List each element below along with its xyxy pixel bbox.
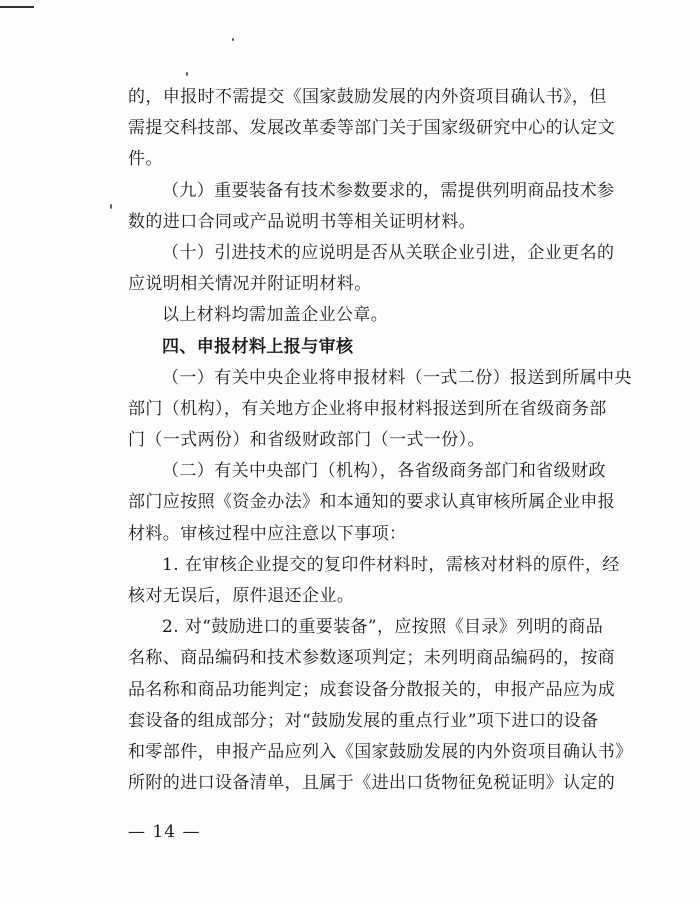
text-line: 数的进口合同或产品说明书等相关证明材料。 bbox=[128, 211, 476, 232]
document-body bbox=[128, 82, 638, 799]
section-heading: 四、申报材料上报与审核 bbox=[162, 336, 354, 357]
scan-speck bbox=[232, 38, 234, 41]
scan-corner-mark bbox=[0, 6, 34, 8]
text-line: （一）有关中央企业将申报材料（一式二份）报送到所属中央 bbox=[162, 367, 632, 388]
page-number: — 14 — bbox=[128, 822, 201, 842]
text-line: 件。 bbox=[128, 149, 163, 170]
scan-speck bbox=[186, 72, 188, 76]
scan-speck bbox=[110, 204, 112, 209]
text-line: 部门（机构），有关地方企业将申报材料报送到所在省级商务部 bbox=[128, 398, 607, 419]
text-line: 以上材料均需加盖企业公章。 bbox=[162, 305, 389, 326]
text-line: 材料。审核过程中应注意以下事项： bbox=[128, 523, 407, 544]
text-line: 和零部件，申报产品应列入《国家鼓励发展的内外资项目确认书》 bbox=[128, 741, 633, 762]
text-line: 部门应按照《资金办法》和本通知的要求认真审核所属企业申报 bbox=[128, 492, 616, 513]
text-line: （九）重要装备有技术参数要求的，需提供列明商品技术参 bbox=[162, 180, 615, 201]
text-line: 套设备的组成部分；对“鼓励发展的重点行业”项下进口的设备 bbox=[128, 710, 599, 731]
text-line: 2. 对“鼓励进口的重要装备”，应按照《目录》列明的商品 bbox=[162, 617, 604, 638]
text-line: 门（一式两份）和省级财政部门（一式一份）。 bbox=[128, 430, 485, 451]
text-line: 品名称和商品功能判定；成套设备分散报关的，申报产品应为成 bbox=[128, 679, 616, 700]
text-line: 1. 在审核企业提交的复印件材料时，需核对材料的原件，经 bbox=[162, 554, 620, 575]
text-line: 的，申报时不需提交《国家鼓励发展的内外资项目确认书》，但 bbox=[128, 87, 607, 107]
text-line: 所附的进口设备清单，且属于《进出口货物征免税证明》认定的 bbox=[128, 773, 616, 794]
text-line: 名称、商品编码和技术参数逐项判定；未列明商品编码的，按商 bbox=[128, 648, 616, 669]
text-line: （十）引进技术的应说明是否从关联企业引进，企业更名的 bbox=[162, 242, 615, 263]
text-line: （二）有关中央部门（机构），各省级商务部门和省级财政 bbox=[162, 461, 606, 482]
text-line: 应说明相关情况并附证明材料。 bbox=[128, 274, 372, 295]
text-line: 核对无误后，原件退还企业。 bbox=[128, 586, 355, 606]
text-line: 需提交科技部、发展改革委等部门关于国家级研究中心的认定文 bbox=[128, 118, 616, 139]
